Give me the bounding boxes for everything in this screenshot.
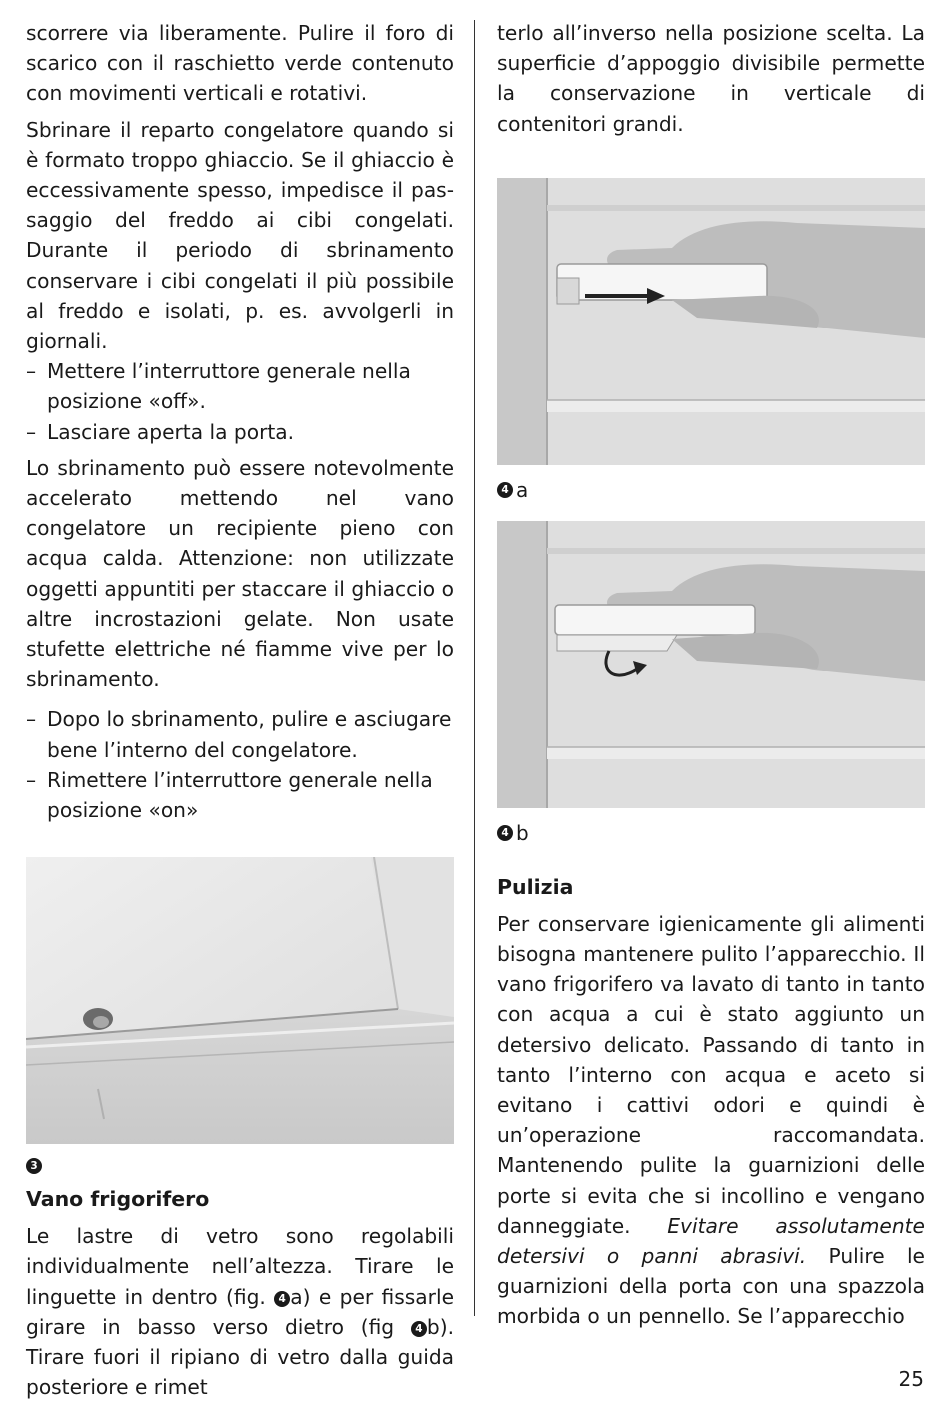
- heading-pulizia: Pulizia: [497, 874, 574, 899]
- paragraph-drain: scorrere via liberamente. Pulire il foro di scarico con il raschietto verde contenuto con movimenti verticali e rotativi.: [26, 21, 454, 106]
- paragraph-shelf-reverse: terlo all’inverso nella posizione scelta. La superficie d’appoggio divisibile permette la conservazione in verticale di contenitori grandi.: [497, 21, 925, 136]
- column-divider: [474, 20, 475, 1316]
- list-item: – Dopo lo sbrinamento, pulire e asciugare bene l’interno del congelatore.: [26, 707, 452, 762]
- figure-number-badge: 4: [497, 825, 513, 841]
- figure-3-caption: [26, 1158, 454, 1174]
- left-column: [26, 18, 454, 1403]
- figure-4a-photo: [497, 178, 925, 465]
- heading-vano-frigorifero: Vano frigorifero: [26, 1187, 210, 1212]
- figure-number-badge: 4: [274, 1291, 290, 1307]
- after-defrost-list: [26, 704, 454, 825]
- list-item: – Rimettere l’interruttore generale nella posizione «on»: [26, 767, 433, 823]
- figure-number-badge: 4: [497, 482, 513, 498]
- figure-number-badge: 3: [26, 1158, 42, 1174]
- paragraph-accelerate: Lo sbrinamento può essere notevolmente accelerato mettendo nel vano congelatore un recipiente pieno con acqua calda. Attenzione: non utilizzate oggetti appuntiti per staccare il ghiaccio o altre incrostazioni gelate. Non usate stufette elettriche né fiamme vive per lo sbrinamento.: [26, 455, 454, 692]
- paragraph-glass-shelves: Le lastre di vetro sono regolabili individualmente nell’altezza. Tirare le linguette in dentro (fig. 4 a) e per fissarle girare in basso verso dietro (fig 4 b). Tirare fuori il ripiano di vetro dalla guida posteriore e rimet: [26, 1224, 454, 1400]
- list-item: – Mettere l’interruttore generale nella posizione «off».: [26, 359, 411, 414]
- figure-4b-caption: 4 b: [497, 820, 925, 846]
- figure-number-badge: 4: [411, 1321, 427, 1337]
- figure-4a-caption: 4 a: [497, 477, 925, 503]
- list-item: – Lasciare aperta la porta.: [26, 419, 295, 444]
- paragraph-cleaning: Per conservare igienicamente gli alimenti bisogna mantenere pulito l’apparecchio. Il vano frigorifero va lavato di tanto in tanto con acqua a cui è stato aggiunto un detersivo delicato. Passando di tanto in tanto l’interno con acqua e aceto si evitano i cattivi odori e quindi è un’operazione raccomandata. Mantenendo pulite la guarnizioni delle porte si evita che si incollino e vengano danneggiate. Evitare assolutamente detersivi o panni abrasivi. Pulire le guarnizioni della porta con una spazzola morbida o un pennello. Se l’apparecchio: [497, 911, 925, 1329]
- right-column: [497, 18, 925, 1332]
- paragraph-defrost: Sbrinare il reparto congelatore quando si è formato troppo ghiaccio. Se il ghiaccio è eccessivamente spesso, impedisce il passaggio del freddo ai cibi congelati. Durante il periodo di sbrinamento conservare i cibi congelati il più possibile al freddo e isolati, p. es. avvolgerli in giornali.: [26, 117, 454, 354]
- page-number: 25: [898, 1367, 924, 1391]
- figure-4b-photo: [497, 521, 925, 808]
- figure-3-photo: [26, 857, 454, 1144]
- defrost-steps-list: [26, 356, 454, 447]
